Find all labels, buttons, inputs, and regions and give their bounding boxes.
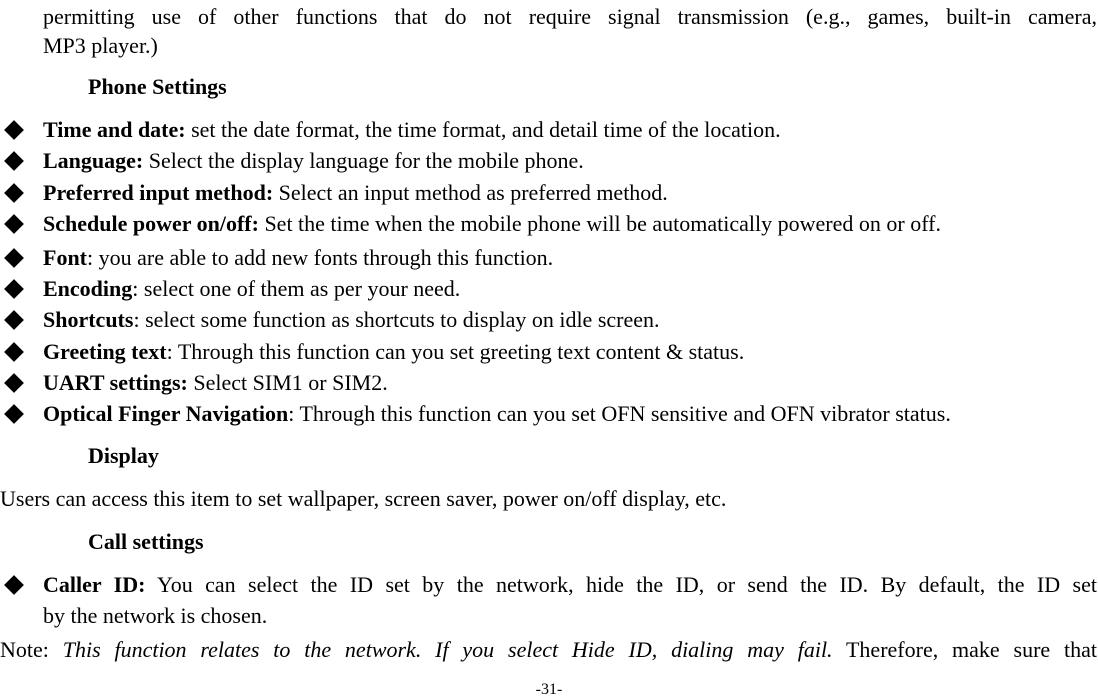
item-term: Caller ID: xyxy=(43,572,146,597)
display-text: Users can access this item to set wallpaper, screen saver, power on/off display, etc. xyxy=(0,486,727,511)
page-number: -31- xyxy=(535,681,563,698)
item-desc: set the date format, the time format, and detail time of the location. xyxy=(185,117,781,142)
intro-line-1: permitting use of other functions that do not require signal transmission (e.g., games, built-in camera, xyxy=(43,4,1097,29)
diamond-bullet-icon xyxy=(4,151,24,171)
diamond-bullet-icon xyxy=(4,310,24,330)
note-italic-text: This function relates to the network. If you select Hide ID, dialing may fail. xyxy=(62,637,833,662)
diamond-bullet-icon xyxy=(4,120,24,140)
item-term: Optical Finger Navigation xyxy=(43,401,289,426)
item-term: UART settings: xyxy=(43,370,188,395)
item-term: Time and date: xyxy=(43,117,186,142)
item-term: Language: xyxy=(43,148,144,173)
note-label: Note: xyxy=(0,637,63,662)
item-term: Shortcuts xyxy=(43,307,134,332)
item-desc: : select one of them as per your need. xyxy=(132,276,461,301)
diamond-bullet-icon xyxy=(4,248,24,268)
diamond-bullet-icon xyxy=(4,404,24,424)
diamond-bullet-icon xyxy=(4,373,24,393)
item-desc: : Through this function can you set greeting text content & status. xyxy=(166,339,745,364)
item-term: Font xyxy=(43,245,87,270)
item-desc: : Through this function can you set OFN sensitive and OFN vibrator status. xyxy=(288,401,951,426)
note-rest-text: Therefore, make sure that xyxy=(832,637,1097,662)
item-desc: Select SIM1 or SIM2. xyxy=(187,370,388,395)
item-desc: : select some function as shortcuts to display on idle screen. xyxy=(133,307,660,332)
item-desc: Select an input method as preferred method. xyxy=(273,180,668,205)
phone-settings-heading: Phone Settings xyxy=(88,74,227,99)
note-line xyxy=(0,637,1097,663)
item-desc: : you are able to add new fonts through this function. xyxy=(87,245,554,270)
diamond-bullet-icon xyxy=(4,342,24,362)
item-term: Preferred input method: xyxy=(43,180,274,205)
item-desc: Select the display language for the mobile phone. xyxy=(143,148,584,173)
item-term: Schedule power on/off: xyxy=(43,211,259,236)
diamond-bullet-icon xyxy=(4,575,24,595)
item-desc: Set the time when the mobile phone will be automatically powered on or off. xyxy=(258,211,941,236)
intro-line-2: MP3 player.) xyxy=(43,33,158,58)
item-term: Greeting text xyxy=(43,339,167,364)
caller-id-desc-line-2: by the network is chosen. xyxy=(43,603,268,628)
item-desc: You can select the ID set by the network, hide the ID, or send the ID. By default, the ID set xyxy=(145,572,1097,597)
display-heading: Display xyxy=(88,443,159,468)
diamond-bullet-icon xyxy=(4,279,24,299)
call-settings-heading: Call settings xyxy=(88,529,204,554)
diamond-bullet-icon xyxy=(4,214,24,234)
item-term: Encoding xyxy=(43,276,133,301)
diamond-bullet-icon xyxy=(4,183,24,203)
